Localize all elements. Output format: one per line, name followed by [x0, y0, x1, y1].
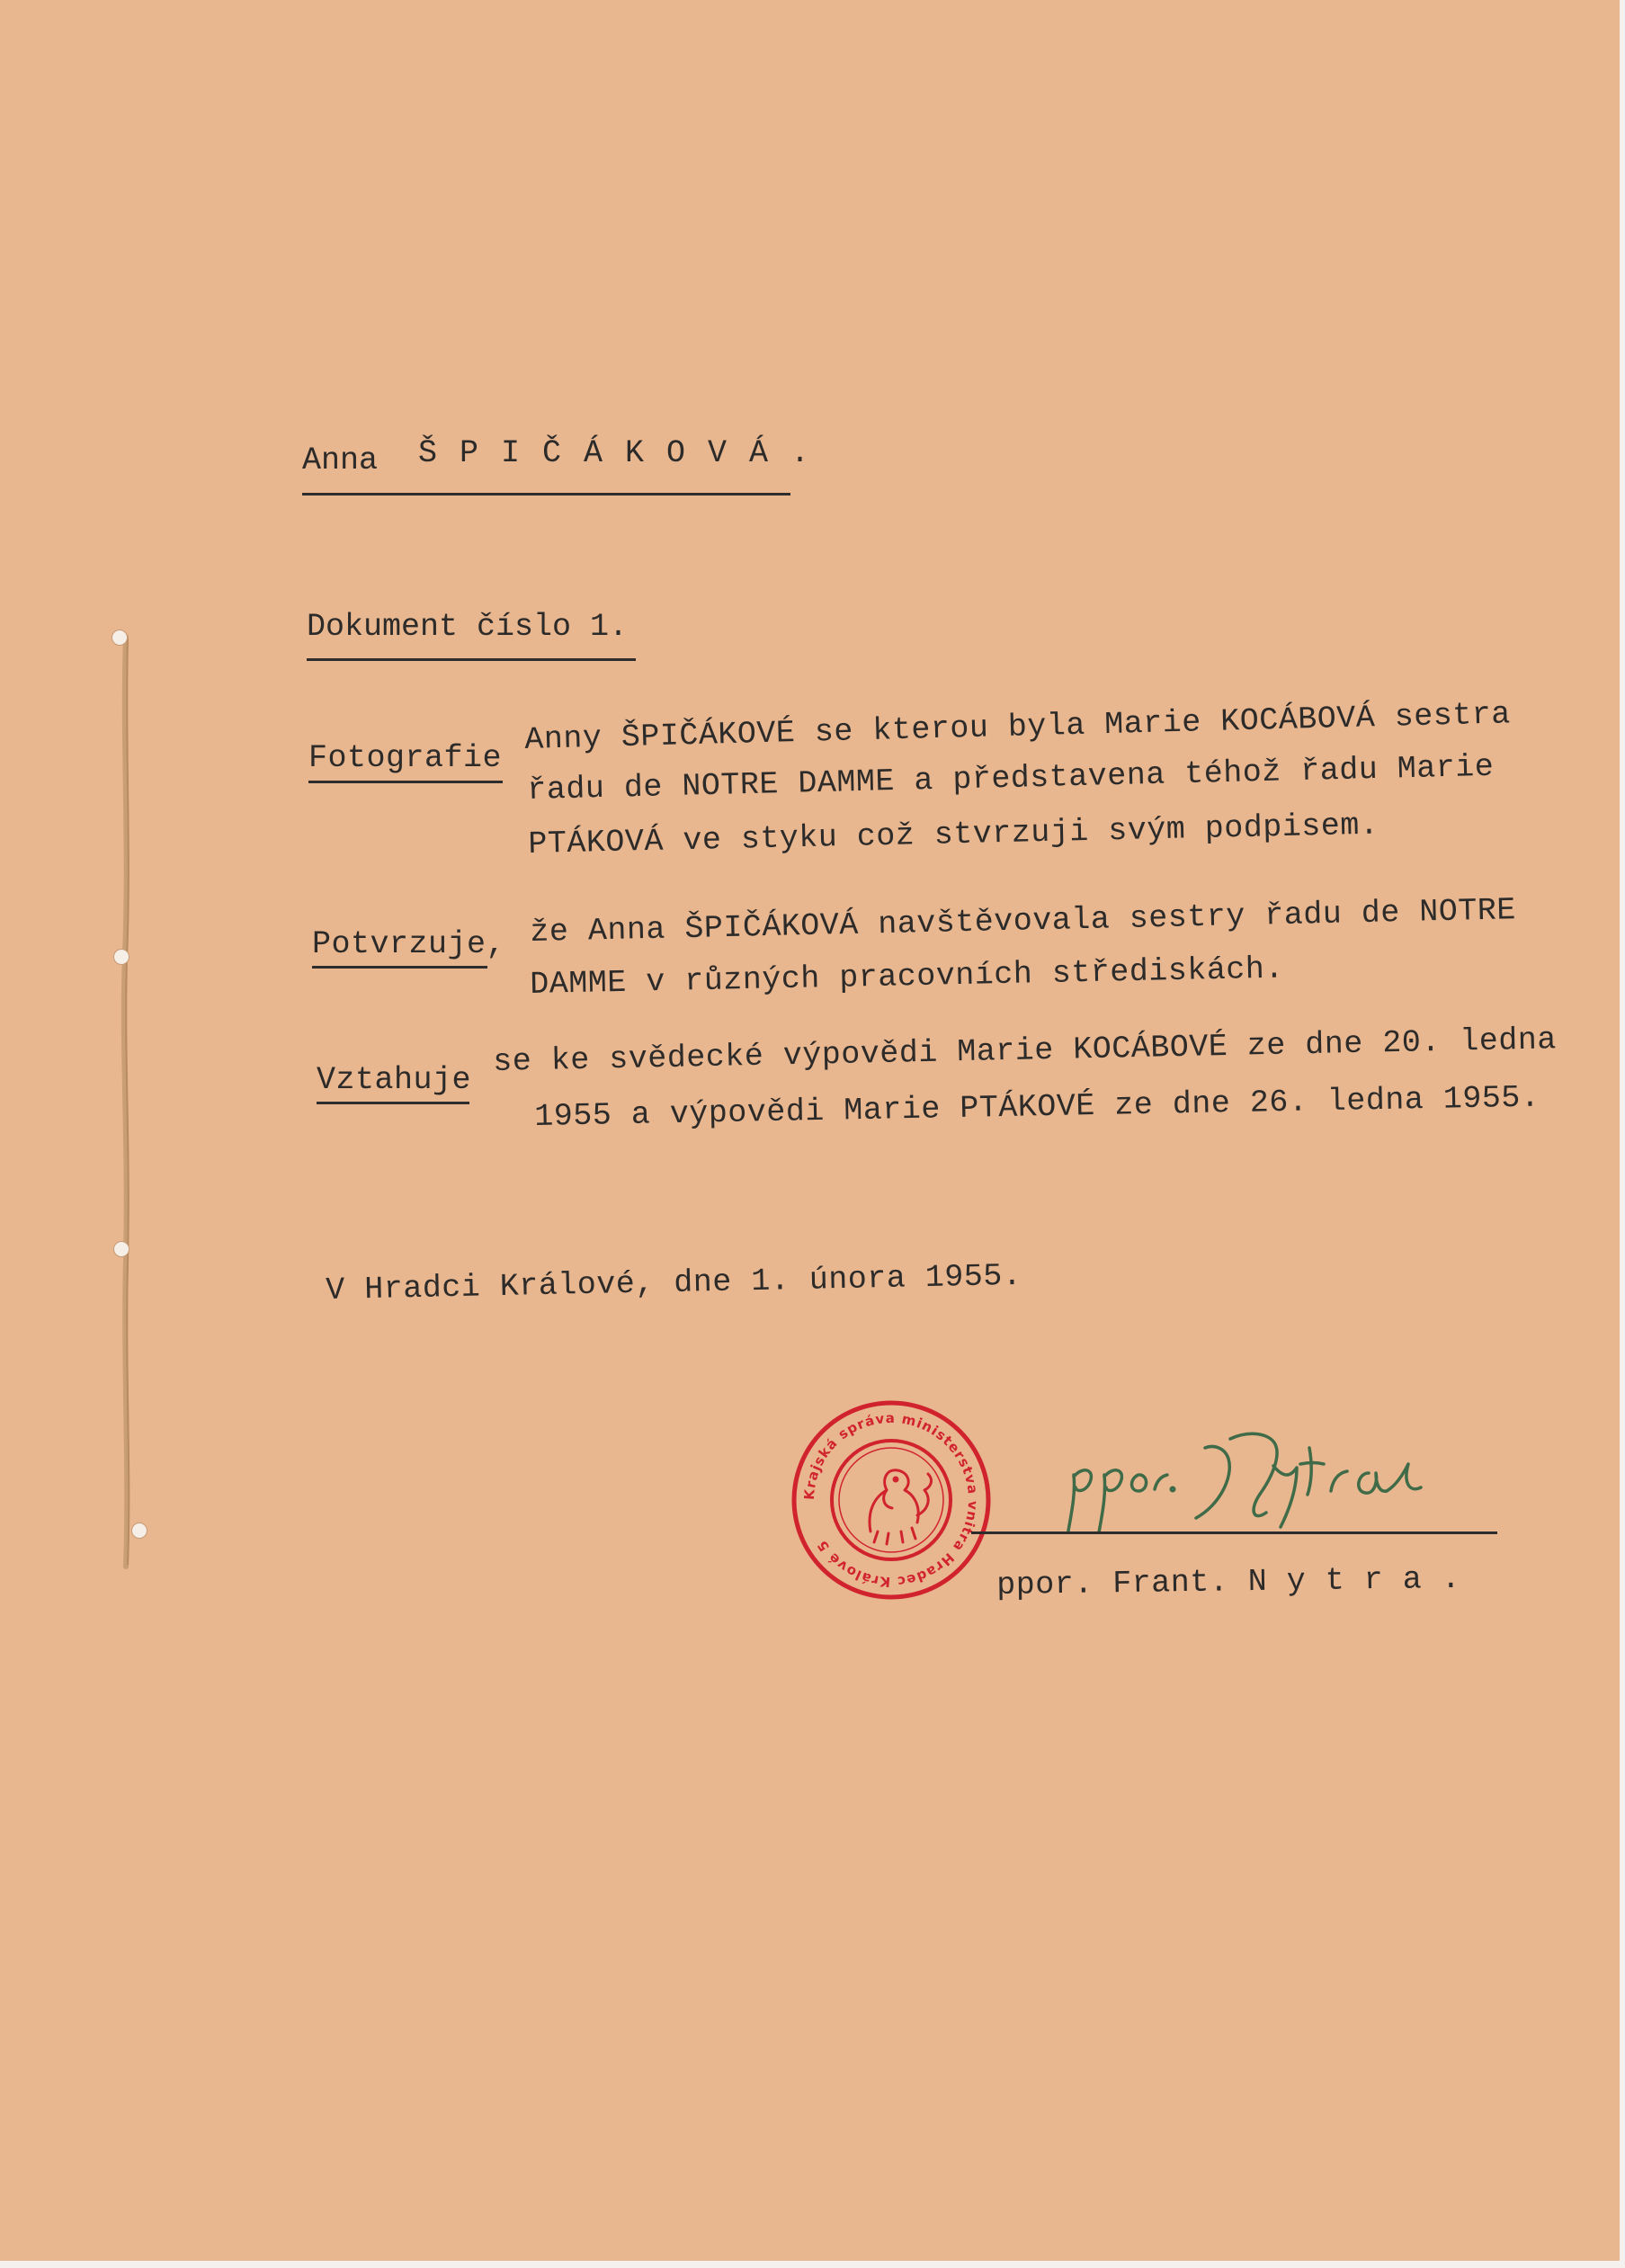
header-name-last: Š P I Č Á K O V Á .	[418, 435, 812, 471]
paragraph-line: Anny ŠPIČÁKOVÉ se kterou byla Marie KOCÁBOVÁ sestra	[523, 696, 1512, 758]
paragraph-line: že Anna ŠPIČÁKOVÁ navštěvovala sestry řadu de NOTRE	[529, 892, 1517, 951]
paragraph-key-fotografie: Fotografie	[308, 740, 503, 776]
binding-hole-top	[112, 630, 128, 646]
paper-edge-bottom	[0, 2261, 1625, 2268]
paragraph-key-fotografie-underline	[308, 781, 503, 783]
paper-edge-right	[1620, 0, 1625, 2268]
paragraph-key-vztahuje: Vztahuje	[317, 1062, 472, 1098]
signature-line	[971, 1531, 1497, 1534]
binding-hole-lower	[113, 1241, 129, 1257]
paragraph-key-potvrzuje: Potvrzuje,	[312, 926, 506, 962]
header-underline	[302, 493, 790, 496]
paragraph-key-potvrzuje-underline	[312, 966, 487, 969]
signatory-name: ppor. Frant. N y t r a .	[996, 1560, 1461, 1603]
lion-emblem-icon	[870, 1470, 932, 1544]
binding-thread	[112, 630, 140, 1574]
paragraph-line: se ke svědecké výpovědi Marie KOCÁBOVÉ ze dne 20. ledna	[492, 1022, 1558, 1080]
document-number-underline	[307, 658, 636, 661]
stamp-ring-text: Krajská správa ministerstva vnitra Hradec Králové 5	[800, 1409, 982, 1591]
place-date: V Hradci Králové, dne 1. února 1955.	[325, 1257, 1022, 1308]
paragraph-line: 1955 a výpovědi Marie PTÁKOVÉ ze dne 26. ledna 1955.	[533, 1079, 1540, 1135]
official-stamp	[788, 1397, 995, 1603]
paragraph-line: DAMME v různých pracovních střediskách.	[529, 951, 1285, 1003]
document-number: Dokument číslo 1.	[307, 609, 629, 645]
paragraph-line: PTÁKOVÁ ve styku což stvrzuji svým podpisem.	[527, 807, 1379, 862]
svg-text:Krajská správa ministerstva vn	[801, 1410, 981, 1590]
header-name-first: Anna	[302, 442, 379, 478]
handwritten-signature	[1061, 1412, 1457, 1547]
paragraph-line: řadu de NOTRE DAMME a představena téhož řadu Marie	[526, 748, 1495, 808]
binding-hole-middle	[113, 949, 129, 965]
paragraph-key-vztahuje-underline	[317, 1102, 469, 1104]
binding-hole-bottom	[131, 1522, 147, 1539]
